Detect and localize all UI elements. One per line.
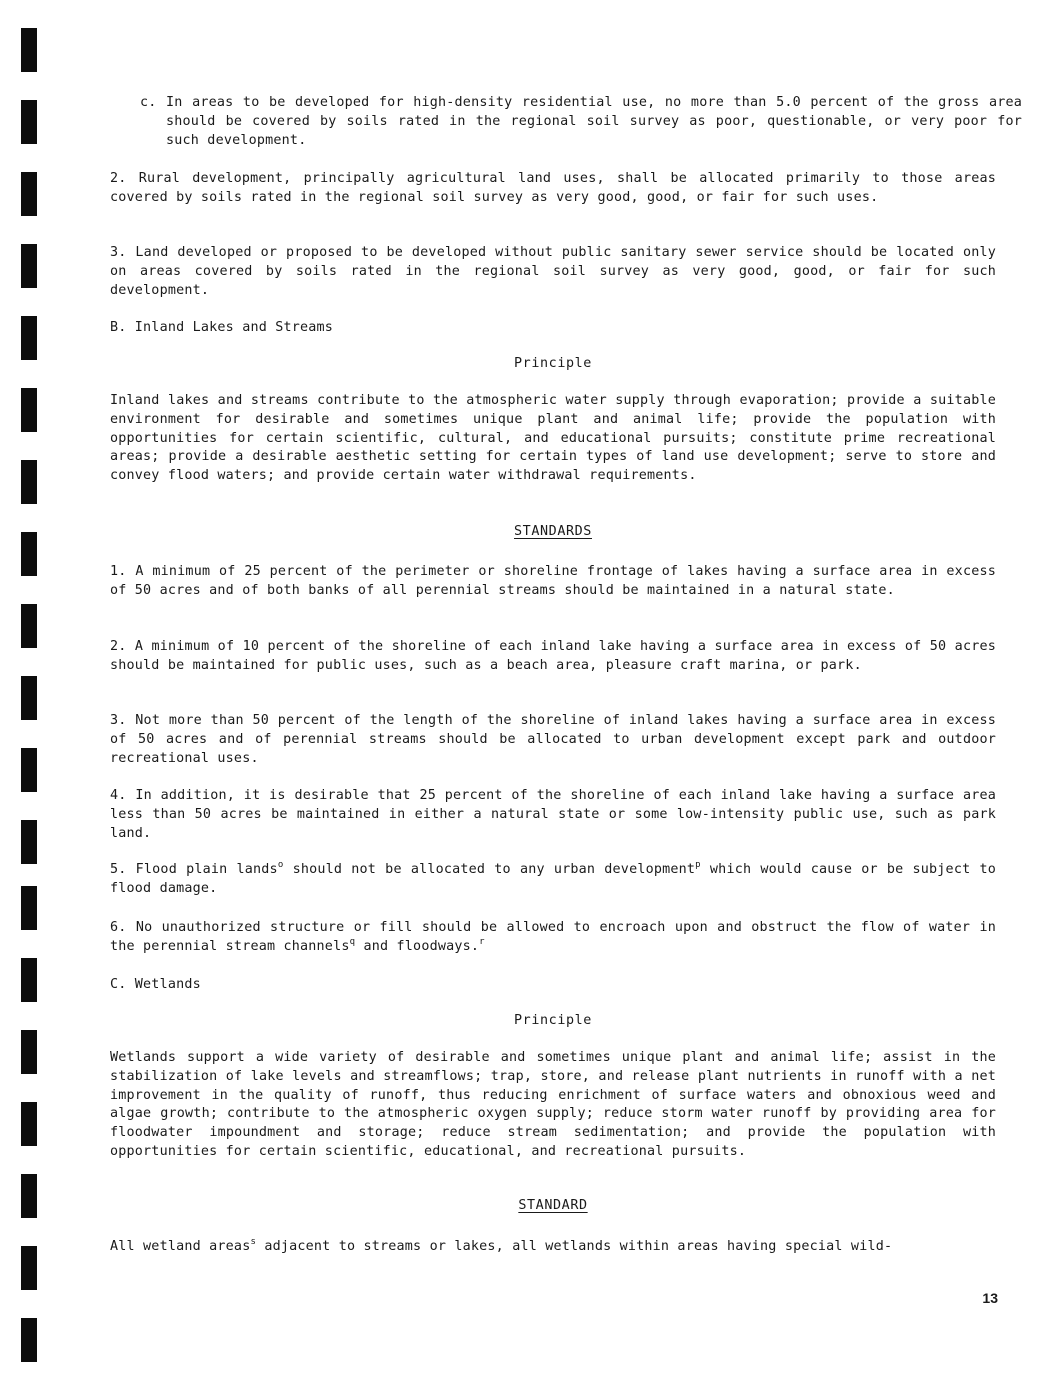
binding-mark bbox=[21, 820, 37, 864]
binding-mark bbox=[21, 1174, 37, 1218]
standard-6 bbox=[110, 919, 996, 957]
standard-6-text-a: 6. No unauthorized structure or fill should be allowed to encroach upon and obstruct the flow of water in the perennial stream channels bbox=[110, 920, 996, 954]
paragraph-c: c. In areas to be developed for high-density residential use, no more than 5.0 percent of the gross area should be covered by soils rated in the regional soil survey as poor, questionable, or very poor for such development. bbox=[140, 95, 1022, 148]
binding-mark bbox=[21, 388, 37, 432]
page-number: 13 bbox=[982, 1290, 998, 1306]
binding-mark bbox=[21, 460, 37, 504]
standard-5-text-a: 5. Flood plain lands bbox=[110, 862, 278, 877]
section-heading-b: B. Inland Lakes and Streams bbox=[110, 320, 334, 335]
footnote-ref-q: q bbox=[349, 936, 356, 947]
binding-mark bbox=[21, 1246, 37, 1290]
standards-heading: STANDARDS bbox=[514, 524, 592, 539]
footnote-ref-r: r bbox=[479, 936, 485, 947]
binding-mark bbox=[21, 172, 37, 216]
footnote-ref-p: p bbox=[695, 860, 701, 870]
binding-mark bbox=[21, 748, 37, 792]
standard-5 bbox=[110, 861, 996, 899]
binding-mark bbox=[21, 316, 37, 360]
binding-mark bbox=[21, 1102, 37, 1146]
footnote-ref-s: s bbox=[250, 1237, 257, 1247]
standard-3: 3. Not more than 50 percent of the length of the shoreline of inland lakes having a surface area in excess of 50 acres and of perennial streams should be allocated to urban development except park and outdoor recreational uses. bbox=[110, 713, 996, 766]
wetland-standard-text-a: All wetland areas bbox=[110, 1239, 251, 1254]
standard-6-text-b: and floodways. bbox=[355, 938, 480, 954]
standard-5-text-c: which would cause or be subject to flood damage. bbox=[110, 862, 996, 896]
standard-heading-wrap bbox=[110, 1197, 996, 1216]
binding-mark bbox=[21, 604, 37, 648]
wetland-standard bbox=[110, 1238, 996, 1257]
binding-mark bbox=[21, 886, 37, 930]
standard-heading: STANDARD bbox=[518, 1198, 588, 1213]
standards-heading-wrap bbox=[110, 523, 996, 542]
principle-paragraph-c: Wetlands support a wide variety of desirable and sometimes unique plant and animal life; assist in the stabilization of lake levels and streamflows; trap, store, and release plant nutrients in runoff with a net improvement in the quality of runoff, thus reducing enrichment of surface waters and obnoxious weed and algae growth; contribute to the atmospheric oxygen supply; reduce storm water runoff by providing area for floodwater impoundment and storage; reduce stream sedimentation; and provide the population with opportunities for certain scientific, educational, and recreational pursuits. bbox=[110, 1050, 996, 1159]
standard-1: 1. A minimum of 25 percent of the perimeter or shoreline frontage of lakes having a surface area in excess of 50 acres and of both banks of all perennial streams should be maintained in a natural state. bbox=[110, 564, 996, 598]
binding-mark bbox=[21, 100, 37, 144]
principle-heading-c: Principle bbox=[514, 1013, 592, 1028]
binding-mark bbox=[21, 676, 37, 720]
standard-5-text-b: should not be allocated to any urban development bbox=[283, 862, 696, 877]
binding-mark bbox=[21, 958, 37, 1002]
binding-mark bbox=[21, 28, 37, 72]
binding-mark bbox=[21, 1030, 37, 1074]
standard-2: 2. A minimum of 10 percent of the shoreline of each inland lake having a surface area in excess of 50 acres should be maintained for public uses, such as a beach area, pleasure craft marina, or park. bbox=[110, 639, 996, 673]
paragraph-2: 2. Rural development, principally agricultural land uses, shall be allocated primarily to those areas covered by soils rated in the regional soil survey as very good, good, or fair for such uses. bbox=[110, 171, 996, 205]
wetland-standard-text-b: adjacent to streams or lakes, all wetlands within areas having special wild- bbox=[256, 1239, 893, 1254]
section-heading-c: C. Wetlands bbox=[110, 977, 201, 992]
binding-mark bbox=[21, 1318, 37, 1362]
footnote-ref-o: o bbox=[277, 860, 284, 870]
paragraph-3: 3. Land developed or proposed to be developed without public sanitary sewer service should be located only on areas covered by soils rated in the regional soil survey as very good, good, or fair for such development. bbox=[110, 245, 996, 298]
binding-mark bbox=[21, 244, 37, 288]
principle-paragraph: Inland lakes and streams contribute to the atmospheric water supply through evaporation; provide a suitable environment for desirable and sometimes unique plant and animal life; provide the population with opportunities for certain scientific, cultural, and educational pursuits; constitute prime recreational areas; provide a desirable aesthetic setting for certain types of land use development; serve to store and convey flood waters; and provide certain water withdrawal requirements. bbox=[110, 393, 996, 484]
principle-heading: Principle bbox=[514, 356, 592, 371]
binding-mark bbox=[21, 532, 37, 576]
standard-4: 4. In addition, it is desirable that 25 percent of the shoreline of each inland lake having a surface area less than 50 acres be maintained in either a natural state or some low-intensity public use, such as park land. bbox=[110, 788, 996, 841]
